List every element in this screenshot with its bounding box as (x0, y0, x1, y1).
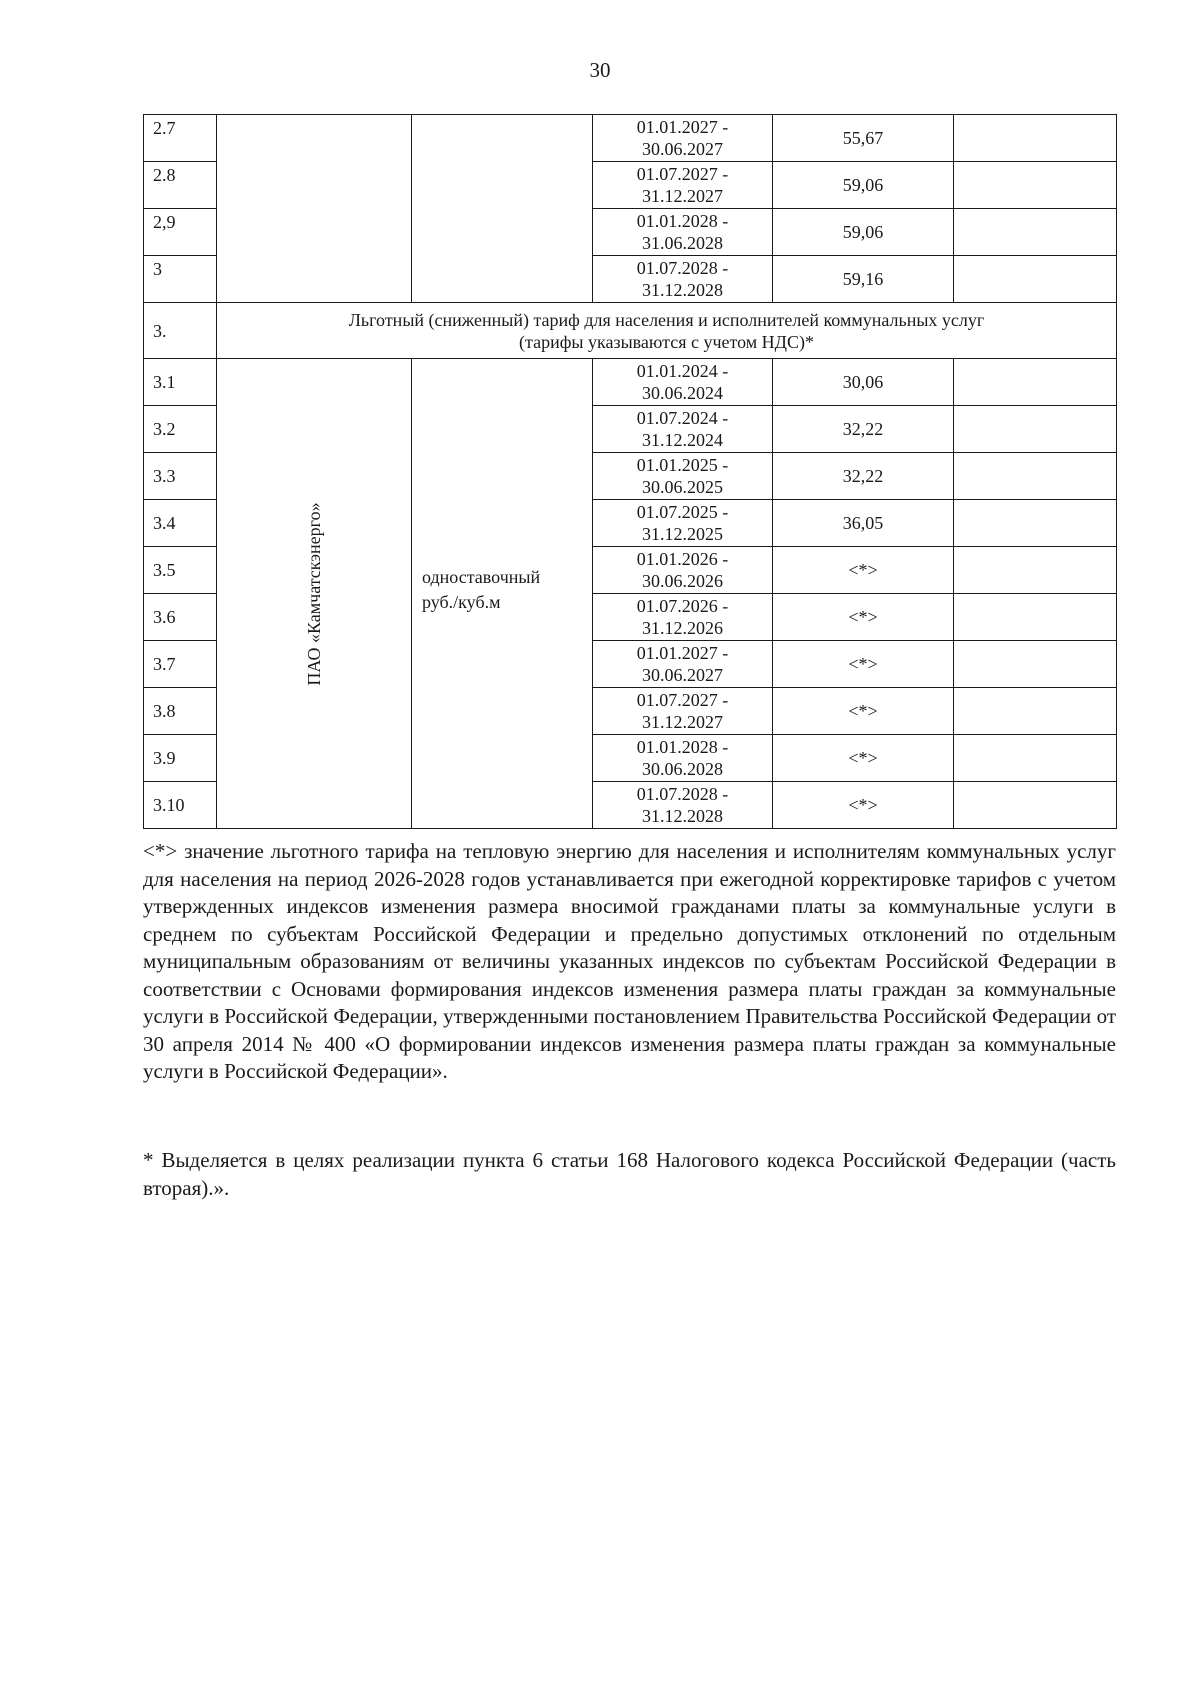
tariff-table (143, 114, 1117, 829)
empty-cell (954, 688, 1117, 735)
section-title-line: Льготный (сниженный) тариф для населения и исполнителей коммунальных услуг (348, 309, 985, 330)
empty-cell (954, 500, 1117, 547)
empty-cell (954, 547, 1117, 594)
empty-cell (954, 359, 1117, 406)
period-cell (593, 547, 773, 594)
section-header-row (144, 303, 1117, 359)
period-cell (593, 641, 773, 688)
tariff-type: одноставочный (422, 566, 541, 587)
period-end: 30.06.2025 (642, 477, 723, 497)
empty-cell (954, 209, 1117, 256)
period-start: 01.07.2028 - (636, 784, 729, 804)
period-cell (593, 782, 773, 829)
period-cell (593, 735, 773, 782)
period-cell (593, 115, 773, 162)
row-number: 2.7 (144, 115, 217, 162)
period-start: 01.01.2027 - (636, 643, 729, 663)
tariff-value: <*> (773, 688, 954, 735)
organization-cell-empty (217, 115, 412, 303)
tariff-value: <*> (773, 782, 954, 829)
row-number: 3.9 (144, 735, 217, 782)
tariff-value: 30,06 (773, 359, 954, 406)
row-number: 3 (144, 256, 217, 303)
row-number: 3.7 (144, 641, 217, 688)
tariff-value: <*> (773, 735, 954, 782)
period-start: 01.07.2028 - (636, 258, 729, 278)
period-end: 31.12.2028 (642, 806, 723, 826)
empty-cell (954, 453, 1117, 500)
section-title (217, 303, 1117, 359)
period-end: 31.12.2025 (642, 524, 723, 544)
tariff-type-cell (412, 359, 593, 829)
period-start: 01.01.2028 - (636, 211, 729, 231)
empty-cell (954, 735, 1117, 782)
period-start: 01.07.2027 - (636, 164, 729, 184)
period-cell (593, 406, 773, 453)
empty-cell (954, 782, 1117, 829)
period-end: 30.06.2024 (642, 383, 723, 403)
period-cell (593, 209, 773, 256)
row-number: 3.6 (144, 594, 217, 641)
row-number: 3.5 (144, 547, 217, 594)
page-number: 30 (589, 58, 611, 82)
section-title-line: (тарифы указываются с учетом НДС)* (519, 331, 814, 352)
period-start: 01.01.2027 - (636, 117, 729, 137)
tariff-unit: руб./куб.м (422, 591, 501, 612)
tariff-value: 59,06 (773, 209, 954, 256)
period-cell (593, 162, 773, 209)
table-row (144, 359, 1117, 406)
empty-cell (954, 162, 1117, 209)
row-number: 3.8 (144, 688, 217, 735)
period-end: 31.12.2027 (642, 712, 723, 732)
tariff-value: 55,67 (773, 115, 954, 162)
empty-cell (954, 256, 1117, 303)
tariff-value: <*> (773, 641, 954, 688)
row-number: 3.4 (144, 500, 217, 547)
tariff-type-cell-empty (412, 115, 593, 303)
period-start: 01.07.2024 - (636, 408, 729, 428)
tariff-value: 59,06 (773, 162, 954, 209)
row-number: 2.8 (144, 162, 217, 209)
period-end: 30.06.2026 (642, 571, 723, 591)
period-end: 31.12.2027 (642, 186, 723, 206)
period-end: 30.06.2028 (642, 759, 723, 779)
period-cell (593, 359, 773, 406)
period-cell (593, 256, 773, 303)
section-number: 3. (144, 303, 217, 359)
organization-name: ПАО «Камчатскэнерго» (304, 501, 324, 686)
tariff-value: <*> (773, 547, 954, 594)
row-number: 3.2 (144, 406, 217, 453)
period-start: 01.01.2026 - (636, 549, 729, 569)
period-start: 01.07.2027 - (636, 690, 729, 710)
period-end: 31.12.2028 (642, 280, 723, 300)
period-cell (593, 453, 773, 500)
tariff-value: <*> (773, 594, 954, 641)
organization-cell (217, 359, 412, 829)
period-end: 31.12.2026 (642, 618, 723, 638)
tariff-value: 59,16 (773, 256, 954, 303)
row-number: 3.3 (144, 453, 217, 500)
period-cell (593, 594, 773, 641)
period-cell (593, 500, 773, 547)
period-end: 30.06.2027 (642, 665, 723, 685)
tariff-value: 36,05 (773, 500, 954, 547)
period-start: 01.01.2024 - (636, 361, 729, 381)
period-end: 31.12.2024 (642, 430, 723, 450)
vat-note: * Выделяется в целях реализации пункта 6 статьи 168 Налогового кодекса Российской Федерации (часть вторая).». (143, 1148, 1116, 1200)
row-number: 3.1 (144, 359, 217, 406)
table-row (144, 115, 1117, 162)
asterisk-note: <*> значение льготного тарифа на тепловую энергию для населения и исполнителям коммунальных услуг для населения на период 2026-2028 годов устанавливается при ежегодной корректировке тарифов с учетом утвержденных индексов изменения размера вносимой гражданами платы за коммунальные услуги в среднем по субъектам Российской Федерации и предельно допустимых отклонений по отдельным муниципальным образованиям от величины указанных индексов по субъектам Российской Федерации в соответствии с Основами формирования индексов изменения размера платы граждан за коммунальные услуги в Российской Федерации, утвержденными постановлением Правительства Российской Федерации от 30 апреля 2014 № 400 «О формировании индексов изменения размера платы граждан за коммунальные услуги в Российской Федерации». (143, 839, 1116, 1083)
period-cell (593, 688, 773, 735)
empty-cell (954, 115, 1117, 162)
period-start: 01.01.2025 - (636, 455, 729, 475)
tariff-value: 32,22 (773, 453, 954, 500)
empty-cell (954, 594, 1117, 641)
period-end: 31.06.2028 (642, 233, 723, 253)
period-end: 30.06.2027 (642, 139, 723, 159)
period-start: 01.07.2026 - (636, 596, 729, 616)
period-start: 01.07.2025 - (636, 502, 729, 522)
period-start: 01.01.2028 - (636, 737, 729, 757)
row-number: 3.10 (144, 782, 217, 829)
tariff-value: 32,22 (773, 406, 954, 453)
empty-cell (954, 406, 1117, 453)
row-number: 2,9 (144, 209, 217, 256)
empty-cell (954, 641, 1117, 688)
